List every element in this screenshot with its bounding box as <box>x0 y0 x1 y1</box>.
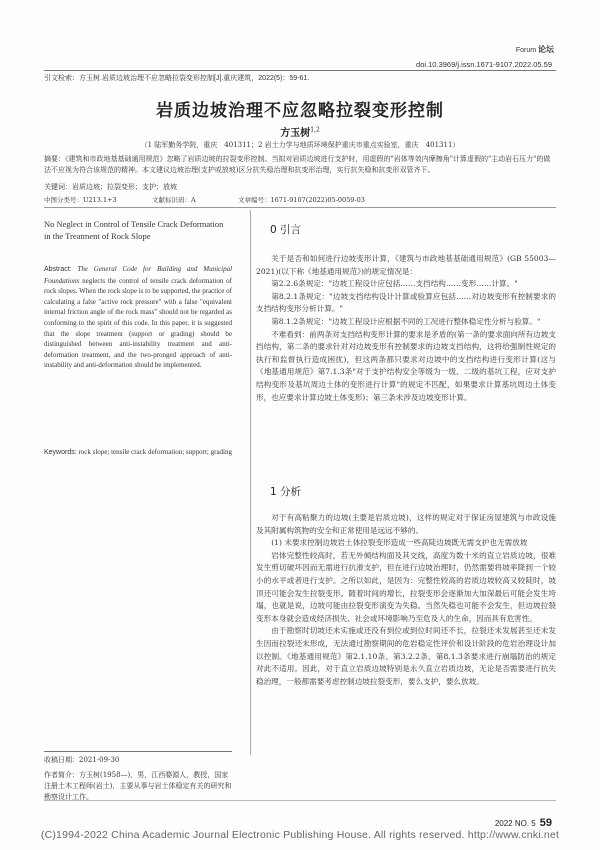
forum-label <box>516 44 554 55</box>
forum-label-en: Forum <box>515 47 537 54</box>
paper-title: 岩质边坡治理不应忽略拉裂变形控制 <box>156 101 444 121</box>
forum-label-cn: 论坛 <box>538 45 554 54</box>
paragraph: 不难看到：前两条对支挡结构变形计算的要求是矛盾的(第一条的要求面向所有边坡支挡结构，第二条的要求针对对边坡变形有控制要求的边坡支挡结构，这将给强制性规定的执行和监督执行造成困扰)，但这两条都只要求对边坡中的支挡结构进行变形计算(这与《地基通用规范》第7.1.3条"对于支护结构安全等级为一级、二级的基坑工程，应对支护结构变形及基坑周边土体的变形进行计算"的规定不匹配，如果要求计算基坑周边土体变形，也应要求计算边坡土体变形)；第三条未涉及边坡变形计算。 <box>256 329 556 402</box>
keywords-cn: 关键词：岩质边坡；拉裂变形；支护；放坡 <box>44 183 177 191</box>
english-keywords-text: rock slope; tensile crack deformation; support; grading <box>76 448 233 456</box>
affiliation: （1 陆军勤务学院，重庆 401311；2 岩土力学与地质环境保护重庆市重点实验室，重庆 401311） <box>140 141 460 149</box>
article-number: 文章编号：1671-9107(2022)05-0059-03 <box>238 196 365 204</box>
paragraph: 第8.2.1条规定："边坡支挡结构设计计算或验算应包括……对边坡变形有控制要求的支挡结构变形分析计算。" <box>256 291 556 314</box>
paragraph: 第2.2.6条规定："边坡工程设计应包括……支挡结构……变形……计算。" <box>271 279 518 289</box>
section-intro-body <box>256 253 556 404</box>
paragraph: 由于勘察时切坡还未实施或还没有到位或到位时间还不长，拉裂还未发展甚至还未发生因而拉裂还未形成，无法通过勘察期间的危岩稳定性评价和设计阶段的危岩治理设计加以控制。《地基通用规范》第2.1.10条、第3.2.2条、第8.1.3条要求进行崩塌防治的规定对此不适用。因此，对于直立岩质边坡特别是永久直立岩质边坡，无论是否需要进行抗失稳治理，一般都需要考虑控制边坡拉裂变形，要么支护，要么放坡。 <box>256 626 556 686</box>
column-divider <box>250 210 251 755</box>
page-number: 59 <box>539 817 552 829</box>
english-keywords <box>44 447 232 459</box>
english-abstract-code-name: The General Code for Building and Municipal Foundations <box>44 265 233 285</box>
received-date: 收稿日期：2021-09-30 <box>44 756 120 764</box>
english-abstract-body: neglects the control of tensile crack deformation of rock slopes. When the rock slope is to be supported, the practice of calculating a false "active rock pressure" with a false "equivalent internal friction angle of the rock mass" should not be regarded as conforming to the spirit of this code. In this paper, it is suggested that the slope treatment (support or grading) should be distinguished between anti-instability treatment and anti-deformation treatment, and the two-pronged approach of anti-instability and anti-deformation should be implemented. <box>44 276 232 370</box>
paragraph: 岩体完整性较高时，若无外倾结构面及其交线，高度为数十米的直立岩质边坡，很难发生剪切破坏因而无需进行抗滑支护，但在进行边坡治理时，仍然需要将坡率降到一个较小的水平或者进行支护。之所以如此，是因为：完整性较高的岩质边坡较高又较陡时，坡顶还可能会发生拉裂变形。随着时间的增长，拉裂变形会逐渐加大加深最后可能会发生垮塌，也就是说，边坡可能由拉裂变形演变为失稳。当然失稳也可能不会发生，但边坡拉裂变形本身就会造成经济损失、社会或环境影响乃至危及人的生命，因而具有危害性。 <box>256 550 556 623</box>
paragraph: 对于有高粘聚力的边坡(主要是岩质边坡)，这样的规定对于保证房屋建筑与市政设施及其附属构筑物的安全和正常使用是远远不够的。 <box>256 513 556 535</box>
paragraph: 第8.1.2条规定："边坡工程设计应根据不同的工况进行整体稳定性分析与验算。" <box>271 316 541 326</box>
english-abstract <box>44 264 232 371</box>
issue-and-page <box>495 817 552 829</box>
author-affil-marks: 1,2 <box>310 126 320 134</box>
footer-divider <box>44 800 556 801</box>
doi[interactable]: doi.10.3969/j.issn.1671-9107.2022.05.59 <box>416 60 552 69</box>
author-bio: 作者简介：方玉树(1958—)，男，江西婺源人，教授，国家注册土木工程师(岩土)，主要从事与岩土体稳定有关的研究和勘察设计工作。 <box>44 771 232 801</box>
footnote-divider <box>44 751 232 752</box>
abstract-cn: 摘要：《建筑和市政地基基础通用规范》忽略了岩质边坡的拉裂变形控制。当拟对岩质边坡进行支护时，用虚假的"岩体等效内摩擦角"计算虚假的"主动岩石压力"的做法不应视为符合该规范的精神。本文建议边坡治理(支护或放坡)区分抗失稳治理和抗变形治理，实行抗失稳和抗变形双管齐下。 <box>44 155 551 174</box>
english-abstract-label: Abstract: <box>44 266 72 273</box>
section-heading-analysis: 1 分析 <box>270 486 302 498</box>
copyright-notice: (C)1994-2022 China Academic Journal Electronic Publishing House. All rights reserved. http://www.cnki.net <box>40 829 560 841</box>
citation: 引文检索：方玉树.岩质边坡治理不应忽略拉裂变形控制[J].重庆建筑，2022(5)：59-61. <box>44 75 310 82</box>
section-divider <box>44 207 556 208</box>
header-divider <box>44 70 556 71</box>
issue-number: 2022 NO. 5 <box>494 819 536 828</box>
section-analysis-body <box>256 512 556 688</box>
paragraph: (1) 未要求控制边坡岩土体拉裂变形造成一些高陡边坡既无需支护也无需放坡 <box>271 538 528 548</box>
paragraph: 关于是否和如何进行边坡变形计算，《建筑与市政地基基础通用规范》(GB 55003—2021)(以下称《地基通用规范》)的规定情况是： <box>256 254 556 276</box>
section-heading-intro: 0 引言 <box>270 224 302 236</box>
doc-code: 文献标识码：A <box>152 196 196 204</box>
clc-number: 中图分类号：U213.1+3 <box>44 196 117 204</box>
english-title: No Neglect in Control of Tensile Crack Deformation in the Treatment of Rock Slope <box>44 219 224 241</box>
author-name: 方玉树 <box>280 128 311 139</box>
english-keywords-label: Keywords: <box>44 449 77 456</box>
author <box>0 124 600 139</box>
